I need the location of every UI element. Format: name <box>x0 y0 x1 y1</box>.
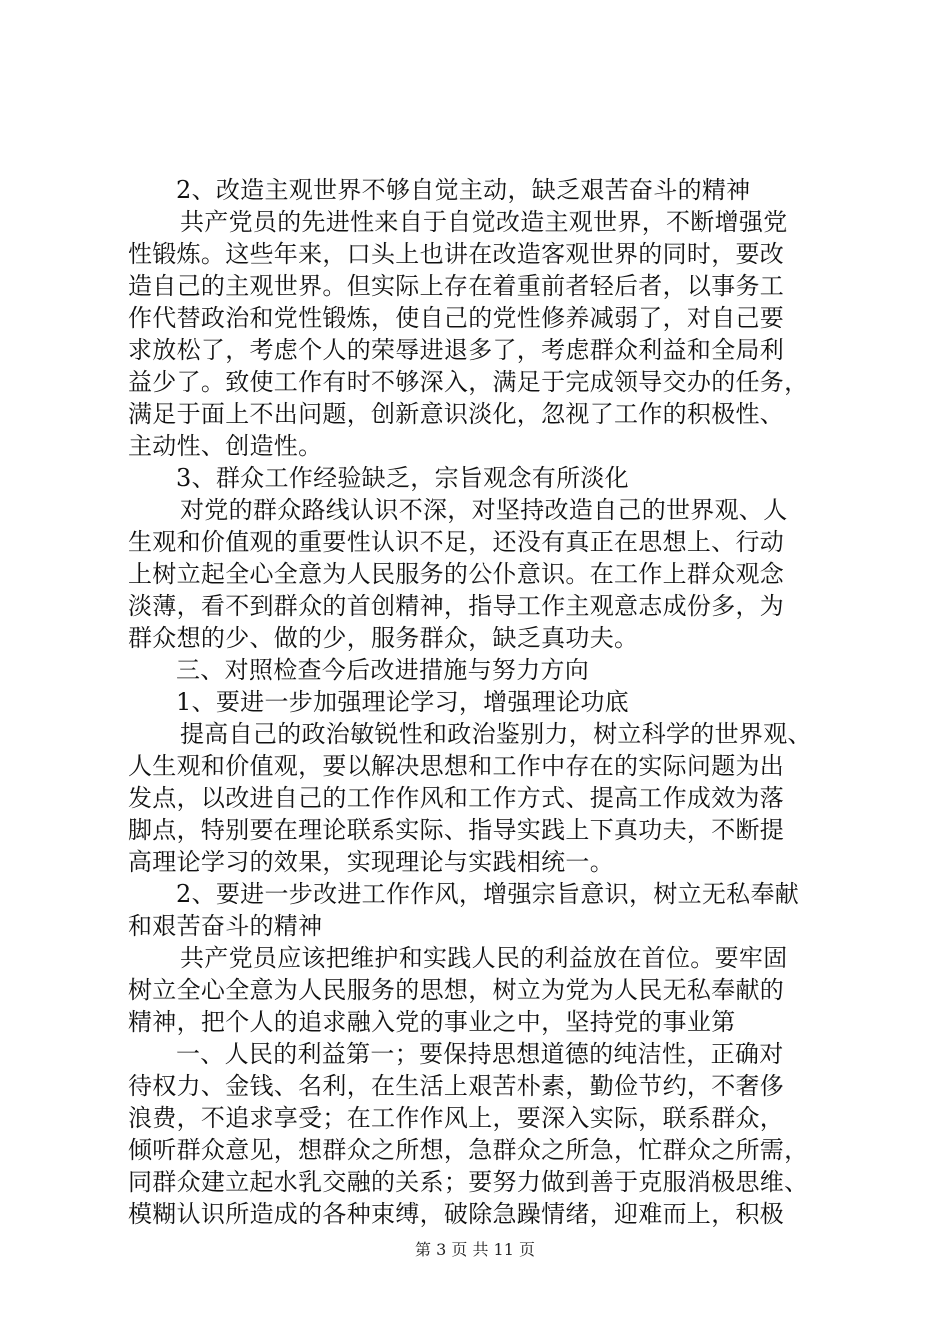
body-line: 群众想的少、做的少，服务群众，缺乏真功夫。 <box>128 624 639 652</box>
body-line: 提高自己的政治敏锐性和政治鉴别力，树立科学的世界观、 <box>180 720 812 748</box>
document-body <box>128 174 828 1230</box>
body-line: 脚点，特别要在理论联系实际、指导实践上下真功夫，不断提 <box>128 816 785 844</box>
body-line: 3、群众工作经验缺乏，宗旨观念有所淡化 <box>176 464 629 492</box>
body-line: 2、要进一步改进工作作风，增强宗旨意识，树立无私奉献 <box>176 880 800 908</box>
body-line: 一、人民的利益第一；要保持思想道德的纯洁性，正确对 <box>176 1040 784 1068</box>
body-line: 1、要进一步加强理论学习，增强理论功底 <box>176 688 629 716</box>
body-line: 对党的群众路线认识不深，对坚持改造自己的世界观、人 <box>180 496 788 524</box>
body-line: 满足于面上不出问题，创新意识淡化，忽视了工作的积极性、 <box>128 400 785 428</box>
body-line: 生观和价值观的重要性认识不足，还没有真正在思想上、行动 <box>128 528 785 556</box>
body-line: 共产党员应该把维护和实践人民的利益放在首位。要牢固 <box>180 944 788 972</box>
section-heading: 三、对照检查今后改进措施与努力方向 <box>176 656 590 684</box>
body-line: 浪费，不追求享受；在工作作风上，要深入实际，联系群众， <box>128 1104 785 1132</box>
page-number-footer: 第 3 页 共 11 页 <box>415 1240 535 1259</box>
body-line: 作代替政治和党性锻炼，使自己的党性修养减弱了，对自己要 <box>128 304 785 332</box>
body-line: 求放松了，考虑个人的荣辱进退多了，考虑群众利益和全局利 <box>128 336 785 364</box>
body-line: 2、改造主观世界不够自觉主动，缺乏艰苦奋斗的精神 <box>176 176 751 204</box>
body-line: 人生观和价值观，要以解决思想和工作中存在的实际问题为出 <box>128 752 785 780</box>
body-line: 倾听群众意见，想群众之所想，急群众之所急，忙群众之所需， <box>128 1136 809 1164</box>
body-line: 高理论学习的效果，实现理论与实践相统一。 <box>128 848 614 876</box>
body-line: 发点，以改进自己的工作作风和工作方式、提高工作成效为落 <box>128 784 785 812</box>
body-line: 树立全心全意为人民服务的思想，树立为党为人民无私奉献的 <box>128 976 785 1004</box>
body-line: 待权力、金钱、名利，在生活上艰苦朴素，勤俭节约，不奢侈 <box>128 1072 785 1100</box>
body-line: 主动性、创造性。 <box>128 432 323 460</box>
body-line: 精神，把个人的追求融入党的事业之中，坚持党的事业第 <box>128 1008 736 1036</box>
body-line: 造自己的主观世界。但实际上存在着重前者轻后者，以事务工 <box>128 272 785 300</box>
body-line: 同群众建立起水乳交融的关系；要努力做到善于克服消极思维、 <box>128 1168 809 1196</box>
body-line: 和艰苦奋斗的精神 <box>128 912 323 940</box>
body-line: 淡薄，看不到群众的首创精神，指导工作主观意志成份多，为 <box>128 592 785 620</box>
body-line: 共产党员的先进性来自于自觉改造主观世界，不断增强党 <box>180 208 788 236</box>
body-line: 上树立起全心全意为人民服务的公仆意识。在工作上群众观念 <box>128 560 785 588</box>
body-line: 性锻炼。这些年来，口头上也讲在改造客观世界的同时，要改 <box>128 240 785 268</box>
body-line: 益少了。致使工作有时不够深入，满足于完成领导交办的任务， <box>128 368 809 396</box>
body-line: 模糊认识所造成的各种束缚，破除急躁情绪，迎难而上，积极 <box>128 1200 785 1228</box>
